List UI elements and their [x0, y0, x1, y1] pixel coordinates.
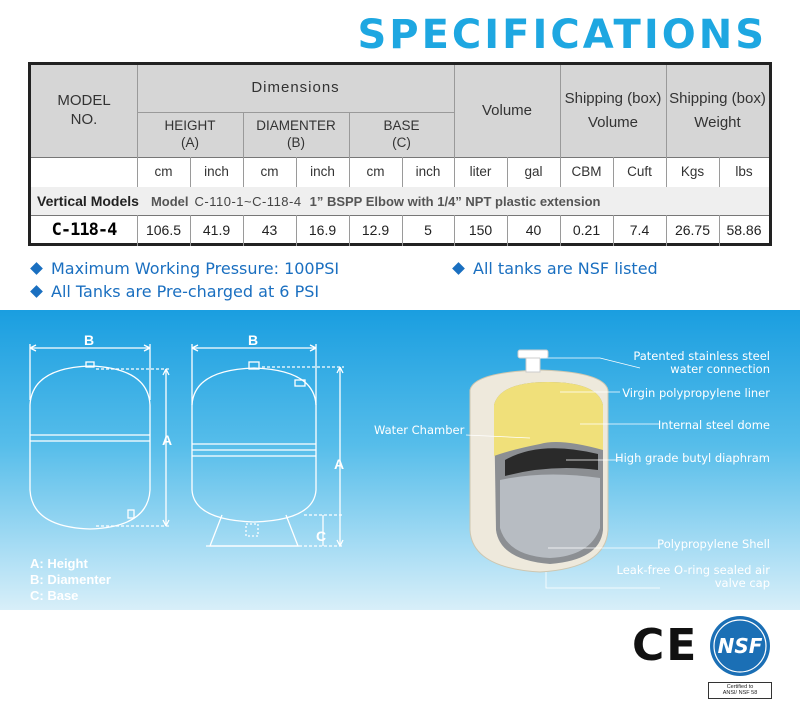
header-base-line1: BASE — [383, 117, 420, 133]
unit-cell: Kgs — [680, 163, 705, 179]
nsf-logo — [708, 614, 772, 704]
diamond-bullet-icon — [30, 262, 43, 275]
header-height-line1: HEIGHT — [164, 117, 216, 133]
unit-cell: cm — [154, 163, 173, 179]
dimension-label-a-right: A — [334, 456, 345, 472]
unit-cell: inch — [415, 163, 441, 179]
note-nsf-listed — [454, 259, 658, 278]
model-number-cell: C-118-4 — [51, 219, 117, 240]
header-height-line2: (A) — [181, 134, 199, 150]
nsf-certification-text — [708, 682, 772, 699]
unit-cell: cm — [260, 163, 279, 179]
callout-diaphram: High grade butyl diaphram — [614, 451, 770, 465]
unit-cell: gal — [524, 163, 543, 179]
callout-shell: Polypropylene Shell — [657, 537, 770, 551]
unit-cell: lbs — [735, 163, 753, 179]
diagram-panel — [0, 310, 800, 610]
table-cell: 26.75 — [674, 221, 711, 238]
note-precharge-text: All Tanks are Pre-charged at 6 PSI — [51, 282, 320, 301]
table-cell: 150 — [468, 221, 493, 238]
callout-water-connection — [633, 350, 770, 375]
table-cell: 40 — [525, 221, 542, 238]
unit-cell: inch — [204, 163, 229, 179]
callout-valve-cap-line1: Leak-free O-ring sealed air — [616, 563, 770, 577]
header-diameter — [243, 112, 349, 157]
table-cell: 41.9 — [202, 221, 231, 238]
header-shipping-volume-line2: Volume — [587, 114, 639, 131]
legend-height: A: Height — [30, 556, 88, 571]
tank-side-view-drawing — [30, 344, 173, 529]
unit-cell: liter — [469, 163, 492, 179]
diamond-bullet-icon — [30, 285, 43, 298]
note-precharge — [32, 282, 319, 301]
specifications-table — [28, 62, 772, 246]
tank-front-view-drawing — [192, 344, 344, 546]
table-cell: 5 — [424, 221, 432, 238]
header-shipping-weight-line1: Shipping (box) — [669, 90, 766, 107]
table-cell: 7.4 — [629, 221, 650, 238]
callout-liner: Virgin polypropylene liner — [622, 386, 770, 400]
callout-water-connection-line2: water connection — [670, 361, 770, 376]
dimension-label-c: C — [316, 528, 327, 544]
header-model-line2: NO. — [70, 111, 98, 128]
header-shipping-weight-line2: Weight — [694, 114, 741, 131]
unit-cell: inch — [310, 163, 335, 179]
header-diameter-line1: DIAMENTER — [256, 117, 336, 133]
dimension-label-b-right: B — [248, 332, 259, 348]
header-base-line2: (C) — [392, 134, 411, 150]
dimension-label-a-left: A — [162, 432, 173, 448]
table-cell: 43 — [261, 221, 278, 238]
nsf-cert-line1: Certified to — [726, 684, 754, 690]
connection-description: 1” BSPP Elbow with 1/4” NPT plastic extension — [309, 193, 601, 209]
header-diameter-line2: (B) — [287, 134, 305, 150]
callout-water-connection-line1: Patented stainless steel — [633, 349, 770, 363]
nsf-cert-line2: ANSI/ NSF 58 — [722, 690, 758, 697]
header-dimensions: Dimensions — [251, 79, 340, 97]
nsf-logo-text: NSF — [717, 634, 763, 658]
callout-valve-cap-line2: valve cap — [714, 575, 770, 590]
header-shipping-volume-line1: Shipping (box) — [564, 90, 662, 107]
header-base — [349, 112, 454, 157]
note-max-pressure-text: Maximum Working Pressure: 100PSI — [51, 259, 340, 278]
model-range: C-110-1~C-118-4 — [194, 193, 302, 209]
header-volume: Volume — [481, 101, 533, 119]
dimension-label-b-left: B — [84, 332, 95, 348]
ce-mark-logo: CE — [632, 620, 699, 671]
unit-cell: cm — [366, 163, 385, 179]
callout-valve-cap — [617, 564, 770, 589]
header-model-line1: MODEL — [57, 92, 111, 110]
header-shipping-weight — [666, 65, 769, 157]
tank-cutaway-drawing — [470, 350, 608, 572]
legend-diameter: B: Diamenter — [30, 572, 111, 587]
page-title: SPECIFICATIONS — [357, 12, 767, 58]
note-max-pressure — [32, 259, 339, 278]
header-shipping-volume — [560, 65, 666, 157]
table-cell: 16.9 — [308, 221, 337, 238]
unit-cell: CBM — [571, 163, 602, 179]
vertical-models-label: Vertical Models — [37, 193, 139, 209]
callout-steel-dome: Internal steel dome — [657, 418, 770, 432]
table-cell: 58.86 — [726, 221, 762, 238]
water-chamber-label: Water Chamber — [374, 423, 465, 437]
header-height — [137, 112, 243, 157]
legend-base: C: Base — [30, 588, 79, 603]
header-model — [31, 65, 137, 157]
vertical-models-row — [31, 187, 769, 215]
table-cell: 106.5 — [145, 221, 182, 238]
unit-cell: Cuft — [627, 163, 652, 179]
table-cell: 12.9 — [361, 221, 390, 238]
table-cell: 0.21 — [572, 221, 601, 238]
note-nsf-listed-text: All tanks are NSF listed — [473, 259, 658, 278]
model-label: Model — [150, 193, 189, 209]
diamond-bullet-icon — [452, 262, 465, 275]
